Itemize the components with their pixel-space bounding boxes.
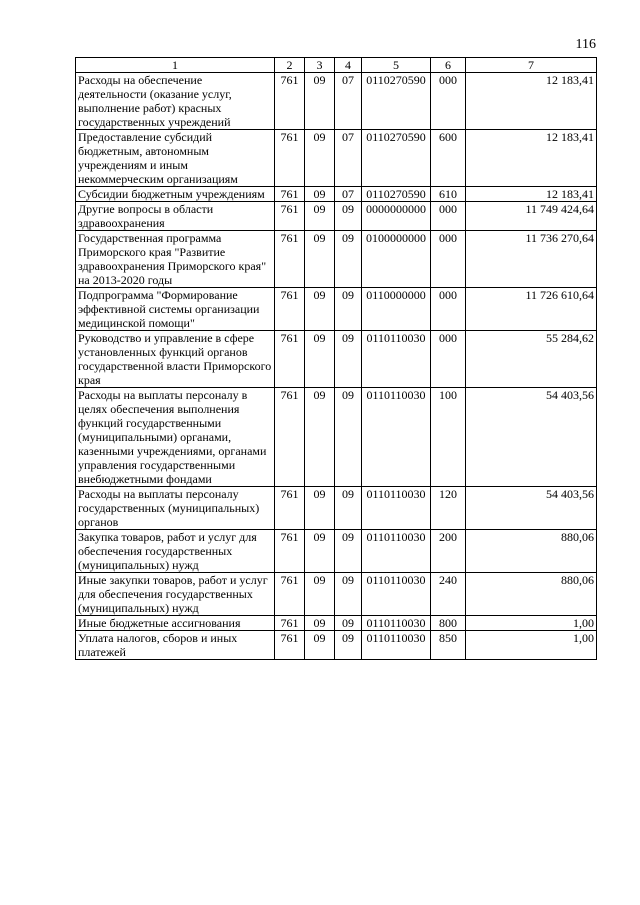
column-header: 3	[305, 58, 335, 73]
subsection-code-cell: 09	[335, 202, 362, 231]
amount-cell: 12 183,41	[466, 187, 597, 202]
table-body	[76, 73, 597, 660]
target-item-code-cell: 0110110030	[362, 487, 431, 530]
column-header: 5	[362, 58, 431, 73]
subsection-code-cell: 09	[335, 388, 362, 487]
section-code-cell: 09	[305, 331, 335, 388]
target-item-code-cell: 0110110030	[362, 631, 431, 660]
budget-table	[75, 57, 597, 660]
expense-type-code-cell: 100	[431, 388, 466, 487]
header-row	[76, 58, 597, 73]
subsection-code-cell: 07	[335, 130, 362, 187]
target-item-code-cell: 0110110030	[362, 388, 431, 487]
section-code-cell: 09	[305, 231, 335, 288]
amount-cell: 11 749 424,64	[466, 202, 597, 231]
subsection-code-cell: 09	[335, 631, 362, 660]
expense-name-cell: Субсидии бюджетным учреждениям	[76, 187, 275, 202]
ministry-code-cell: 761	[275, 187, 305, 202]
page-number: 116	[575, 37, 596, 52]
expense-name-cell: Подпрограмма "Формирование эффективной системы организации медицинской помощи"	[76, 288, 275, 331]
target-item-code-cell: 0110270590	[362, 130, 431, 187]
amount-cell: 12 183,41	[466, 130, 597, 187]
subsection-code-cell: 09	[335, 288, 362, 331]
ministry-code-cell: 761	[275, 288, 305, 331]
column-header: 7	[466, 58, 597, 73]
subsection-code-cell: 09	[335, 530, 362, 573]
table-row	[76, 530, 597, 573]
expense-type-code-cell: 000	[431, 231, 466, 288]
expense-name-cell: Расходы на обеспечение деятельности (оказание услуг, выполнение работ) красных государственных учреждений	[76, 73, 275, 130]
target-item-code-cell: 0110110030	[362, 331, 431, 388]
target-item-code-cell: 0100000000	[362, 231, 431, 288]
amount-cell: 880,06	[466, 530, 597, 573]
ministry-code-cell: 761	[275, 573, 305, 616]
amount-cell: 11 726 610,64	[466, 288, 597, 331]
target-item-code-cell: 0110000000	[362, 288, 431, 331]
expense-name-cell: Другие вопросы в области здравоохранения	[76, 202, 275, 231]
column-header: 1	[76, 58, 275, 73]
expense-name-cell: Руководство и управление в сфере установленных функций органов государственной власти Приморского края	[76, 331, 275, 388]
table-row	[76, 631, 597, 660]
section-code-cell: 09	[305, 187, 335, 202]
expense-name-cell: Расходы на выплаты персоналу государственных (муниципальных) органов	[76, 487, 275, 530]
table-row	[76, 187, 597, 202]
target-item-code-cell: 0000000000	[362, 202, 431, 231]
table-row	[76, 331, 597, 388]
amount-cell: 12 183,41	[466, 73, 597, 130]
expense-name-cell: Расходы на выплаты персоналу в целях обеспечения выполнения функций государственными (муниципальными) органами, казенными учреждениями, органами управления государственными внебюджетными фондами	[76, 388, 275, 487]
expense-type-code-cell: 200	[431, 530, 466, 573]
subsection-code-cell: 09	[335, 573, 362, 616]
section-code-cell: 09	[305, 202, 335, 231]
expense-type-code-cell: 000	[431, 288, 466, 331]
amount-cell: 54 403,56	[466, 388, 597, 487]
subsection-code-cell: 09	[335, 616, 362, 631]
amount-cell: 1,00	[466, 616, 597, 631]
amount-cell: 55 284,62	[466, 331, 597, 388]
table-row	[76, 231, 597, 288]
ministry-code-cell: 761	[275, 487, 305, 530]
table-row	[76, 202, 597, 231]
table-row	[76, 487, 597, 530]
ministry-code-cell: 761	[275, 231, 305, 288]
subsection-code-cell: 09	[335, 331, 362, 388]
expense-name-cell: Иные закупки товаров, работ и услуг для обеспечения государственных (муниципальных) нужд	[76, 573, 275, 616]
section-code-cell: 09	[305, 530, 335, 573]
table-row	[76, 388, 597, 487]
amount-cell: 11 736 270,64	[466, 231, 597, 288]
table-header	[76, 58, 597, 73]
section-code-cell: 09	[305, 616, 335, 631]
ministry-code-cell: 761	[275, 130, 305, 187]
ministry-code-cell: 761	[275, 631, 305, 660]
expense-type-code-cell: 850	[431, 631, 466, 660]
column-header: 6	[431, 58, 466, 73]
amount-cell: 880,06	[466, 573, 597, 616]
expense-type-code-cell: 240	[431, 573, 466, 616]
expense-name-cell: Уплата налогов, сборов и иных платежей	[76, 631, 275, 660]
column-header: 4	[335, 58, 362, 73]
target-item-code-cell: 0110110030	[362, 573, 431, 616]
ministry-code-cell: 761	[275, 388, 305, 487]
expense-type-code-cell: 600	[431, 130, 466, 187]
target-item-code-cell: 0110110030	[362, 530, 431, 573]
expense-type-code-cell: 000	[431, 73, 466, 130]
table-row	[76, 130, 597, 187]
expense-name-cell: Закупка товаров, работ и услуг для обеспечения государственных (муниципальных) нужд	[76, 530, 275, 573]
ministry-code-cell: 761	[275, 530, 305, 573]
expense-type-code-cell: 000	[431, 331, 466, 388]
expense-type-code-cell: 120	[431, 487, 466, 530]
expense-type-code-cell: 610	[431, 187, 466, 202]
ministry-code-cell: 761	[275, 73, 305, 130]
subsection-code-cell: 09	[335, 231, 362, 288]
target-item-code-cell: 0110270590	[362, 187, 431, 202]
table-row	[76, 616, 597, 631]
expense-name-cell: Государственная программа Приморского края "Развитие здравоохранения Приморского края" на 2013-2020 годы	[76, 231, 275, 288]
expense-type-code-cell: 800	[431, 616, 466, 631]
section-code-cell: 09	[305, 487, 335, 530]
table-row	[76, 73, 597, 130]
subsection-code-cell: 09	[335, 487, 362, 530]
ministry-code-cell: 761	[275, 202, 305, 231]
target-item-code-cell: 0110110030	[362, 616, 431, 631]
expense-name-cell: Предоставление субсидий бюджетным, автономным учреждениям и иным некоммерческим организациям	[76, 130, 275, 187]
table-row	[76, 288, 597, 331]
subsection-code-cell: 07	[335, 187, 362, 202]
expense-type-code-cell: 000	[431, 202, 466, 231]
section-code-cell: 09	[305, 573, 335, 616]
section-code-cell: 09	[305, 631, 335, 660]
amount-cell: 54 403,56	[466, 487, 597, 530]
section-code-cell: 09	[305, 130, 335, 187]
ministry-code-cell: 761	[275, 331, 305, 388]
amount-cell: 1,00	[466, 631, 597, 660]
section-code-cell: 09	[305, 73, 335, 130]
table-row	[76, 573, 597, 616]
expense-name-cell: Иные бюджетные ассигнования	[76, 616, 275, 631]
subsection-code-cell: 07	[335, 73, 362, 130]
section-code-cell: 09	[305, 288, 335, 331]
target-item-code-cell: 0110270590	[362, 73, 431, 130]
ministry-code-cell: 761	[275, 616, 305, 631]
section-code-cell: 09	[305, 388, 335, 487]
column-header: 2	[275, 58, 305, 73]
